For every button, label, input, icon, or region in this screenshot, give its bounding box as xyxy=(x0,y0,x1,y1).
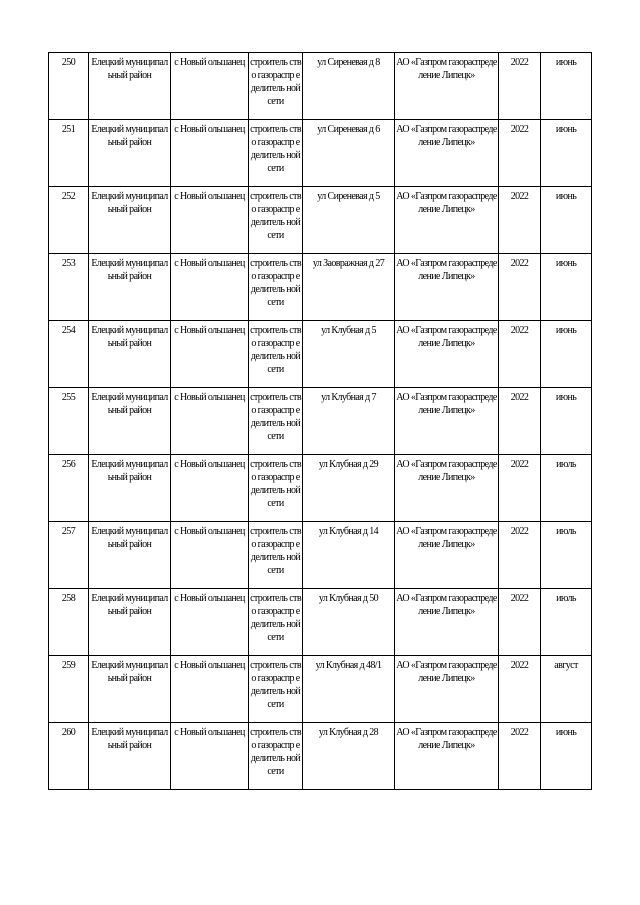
table-row xyxy=(49,522,592,589)
row-number-cell: 250 xyxy=(49,53,89,120)
organization-cell: АО «Газпром газораспределение Липецк» xyxy=(395,187,499,254)
work-type-cell: строитель ство газораспр еделитель ной сети xyxy=(249,656,303,723)
village-cell: с Новый ольшанец xyxy=(171,187,249,254)
month-cell: июнь xyxy=(541,120,592,187)
gas-network-schedule-table xyxy=(48,52,592,790)
address-cell: ул Клубная д 5 xyxy=(303,321,395,388)
table-row xyxy=(49,187,592,254)
organization-cell: АО «Газпром газораспределение Липецк» xyxy=(395,120,499,187)
district-cell: Елецкий муниципальный район xyxy=(89,589,171,656)
work-type-cell: строитель ство газораспр еделитель ной сети xyxy=(249,522,303,589)
year-cell: 2022 xyxy=(499,321,541,388)
village-cell: с Новый ольшанец xyxy=(171,723,249,790)
row-number-cell: 255 xyxy=(49,388,89,455)
row-number-cell: 258 xyxy=(49,589,89,656)
village-cell: с Новый ольшанец xyxy=(171,656,249,723)
year-cell: 2022 xyxy=(499,254,541,321)
district-cell: Елецкий муниципальный район xyxy=(89,53,171,120)
organization-cell: АО «Газпром газораспределение Липецк» xyxy=(395,723,499,790)
village-cell: с Новый ольшанец xyxy=(171,53,249,120)
month-cell: июнь xyxy=(541,723,592,790)
work-type-cell: строитель ство газораспр еделитель ной сети xyxy=(249,723,303,790)
work-type-cell: строитель ство газораспр еделитель ной сети xyxy=(249,455,303,522)
year-cell: 2022 xyxy=(499,455,541,522)
table-row xyxy=(49,455,592,522)
year-cell: 2022 xyxy=(499,656,541,723)
month-cell: июнь xyxy=(541,187,592,254)
district-cell: Елецкий муниципальный район xyxy=(89,656,171,723)
year-cell: 2022 xyxy=(499,723,541,790)
district-cell: Елецкий муниципальный район xyxy=(89,120,171,187)
month-cell: июль xyxy=(541,522,592,589)
year-cell: 2022 xyxy=(499,589,541,656)
address-cell: ул Клубная д 14 xyxy=(303,522,395,589)
year-cell: 2022 xyxy=(499,53,541,120)
work-type-cell: строитель ство газораспр еделитель ной сети xyxy=(249,120,303,187)
address-cell: ул Клубная д 48/1 xyxy=(303,656,395,723)
work-type-cell: строитель ство газораспр еделитель ной сети xyxy=(249,321,303,388)
address-cell: ул Сиреневая д 8 xyxy=(303,53,395,120)
row-number-cell: 260 xyxy=(49,723,89,790)
work-type-cell: строитель ство газораспр еделитель ной сети xyxy=(249,187,303,254)
village-cell: с Новый ольшанец xyxy=(171,120,249,187)
table-row xyxy=(49,656,592,723)
row-number-cell: 259 xyxy=(49,656,89,723)
district-cell: Елецкий муниципальный район xyxy=(89,522,171,589)
year-cell: 2022 xyxy=(499,187,541,254)
row-number-cell: 253 xyxy=(49,254,89,321)
village-cell: с Новый ольшанец xyxy=(171,455,249,522)
work-type-cell: строитель ство газораспр еделитель ной сети xyxy=(249,388,303,455)
work-type-cell: строитель ство газораспр еделитель ной сети xyxy=(249,589,303,656)
district-cell: Елецкий муниципальный район xyxy=(89,455,171,522)
address-cell: ул Заовражная д 27 xyxy=(303,254,395,321)
month-cell: июнь xyxy=(541,254,592,321)
organization-cell: АО «Газпром газораспределение Липецк» xyxy=(395,254,499,321)
organization-cell: АО «Газпром газораспределение Липецк» xyxy=(395,522,499,589)
table-row xyxy=(49,589,592,656)
row-number-cell: 251 xyxy=(49,120,89,187)
district-cell: Елецкий муниципальный район xyxy=(89,254,171,321)
address-cell: ул Клубная д 29 xyxy=(303,455,395,522)
year-cell: 2022 xyxy=(499,522,541,589)
year-cell: 2022 xyxy=(499,388,541,455)
row-number-cell: 257 xyxy=(49,522,89,589)
village-cell: с Новый ольшанец xyxy=(171,321,249,388)
village-cell: с Новый ольшанец xyxy=(171,589,249,656)
district-cell: Елецкий муниципальный район xyxy=(89,723,171,790)
month-cell: август xyxy=(541,656,592,723)
table-row xyxy=(49,321,592,388)
address-cell: ул Сиреневая д 5 xyxy=(303,187,395,254)
village-cell: с Новый ольшанец xyxy=(171,388,249,455)
district-cell: Елецкий муниципальный район xyxy=(89,187,171,254)
month-cell: июнь xyxy=(541,53,592,120)
month-cell: июнь xyxy=(541,321,592,388)
work-type-cell: строитель ство газораспр еделитель ной сети xyxy=(249,53,303,120)
organization-cell: АО «Газпром газораспределение Липецк» xyxy=(395,321,499,388)
table-row xyxy=(49,53,592,120)
table-row xyxy=(49,120,592,187)
organization-cell: АО «Газпром газораспределение Липецк» xyxy=(395,589,499,656)
table-row xyxy=(49,388,592,455)
organization-cell: АО «Газпром газораспределение Липецк» xyxy=(395,388,499,455)
month-cell: июнь xyxy=(541,388,592,455)
address-cell: ул Клубная д 28 xyxy=(303,723,395,790)
district-cell: Елецкий муниципальный район xyxy=(89,388,171,455)
village-cell: с Новый ольшанец xyxy=(171,522,249,589)
village-cell: с Новый ольшанец xyxy=(171,254,249,321)
table-row xyxy=(49,254,592,321)
row-number-cell: 256 xyxy=(49,455,89,522)
row-number-cell: 252 xyxy=(49,187,89,254)
year-cell: 2022 xyxy=(499,120,541,187)
row-number-cell: 254 xyxy=(49,321,89,388)
organization-cell: АО «Газпром газораспределение Липецк» xyxy=(395,455,499,522)
organization-cell: АО «Газпром газораспределение Липецк» xyxy=(395,53,499,120)
table-row xyxy=(49,723,592,790)
address-cell: ул Клубная д 7 xyxy=(303,388,395,455)
month-cell: июль xyxy=(541,589,592,656)
month-cell: июль xyxy=(541,455,592,522)
work-type-cell: строитель ство газораспр еделитель ной сети xyxy=(249,254,303,321)
organization-cell: АО «Газпром газораспределение Липецк» xyxy=(395,656,499,723)
table-body xyxy=(49,53,592,790)
district-cell: Елецкий муниципальный район xyxy=(89,321,171,388)
address-cell: ул Сиреневая д 6 xyxy=(303,120,395,187)
address-cell: ул Клубная д 50 xyxy=(303,589,395,656)
